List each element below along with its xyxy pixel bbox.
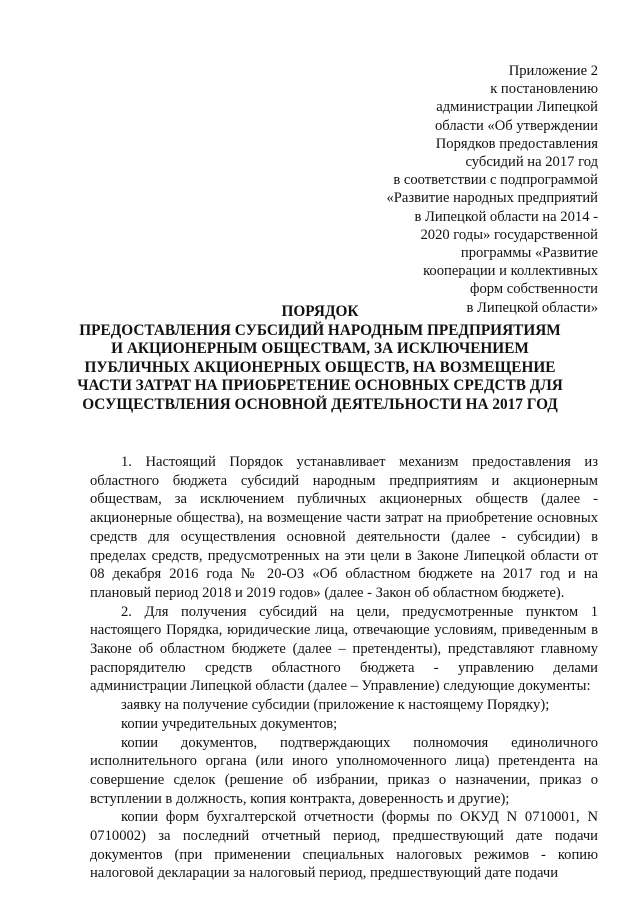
- title-line: ЧАСТИ ЗАТРАТ НА ПРИОБРЕТЕНИЕ ОСНОВНЫХ СРЕДСТВ ДЛЯ: [77, 377, 563, 395]
- title-line: ПУБЛИЧНЫХ АКЦИОНЕРНЫХ ОБЩЕСТВ, НА ВОЗМЕЩЕНИЕ: [84, 358, 556, 376]
- title-line: ПРЕДОСТАВЛЕНИЯ СУБСИДИЙ НАРОДНЫМ ПРЕДПРИЯТИЯМ: [79, 321, 561, 339]
- appendix-line: в Липецкой области на 2014 -: [414, 208, 598, 225]
- appendix-line: форм собственности: [470, 281, 598, 298]
- document-title: [60, 303, 580, 415]
- appendix-header: [348, 62, 598, 317]
- list-item: копии документов, подтверждающих полномочия единоличного исполнительного органа (или иного уполномоченного лица) претендента на совершение сделок (решение об избрании, приказ о назначении, приказ о вступлении в должность, копия контракта, доверенность и другие);: [90, 734, 598, 807]
- list-item: копии учредительных документов;: [121, 715, 338, 732]
- appendix-line: кооперации и коллективных: [423, 263, 598, 280]
- paragraph-1: 1. Настоящий Порядок устанавливает механизм предоставления из областного бюджета субсидий народным предприятиям и акционерным обществам, за исключением публичных акционерных обществ (далее - акционерные общества), на возмещение части затрат на приобретение основных средств для осуществления основной деятельности (далее - субсидии) в пределах средств, предусмотренных на эти цели в Законе Липецкой области от 08 декабря 2016 года № 20-ОЗ «Об областном бюджете на 2017 год и на плановый период 2018 и 2019 годов» (далее - Закон об областном бюджете).: [90, 454, 598, 601]
- document-body: [90, 453, 598, 883]
- appendix-line: 2020 годы» государственной: [420, 226, 598, 243]
- appendix-line: в Липецкой области»: [466, 299, 598, 316]
- appendix-line: субсидий на 2017 год: [465, 154, 598, 171]
- appendix-line: Порядков предоставления: [435, 135, 598, 152]
- paragraph-2: 2. Для получения субсидий на цели, предусмотренные пунктом 1 настоящего Порядка, юридические лица, отвечающие условиям, приведенным в Законе об областном бюджете (далее – претенденты), представляют главному распорядителю средств областного бюджета - управлению делами администрации Липецкой области (далее – Управление) следующие документы:: [90, 603, 598, 695]
- appendix-line: к постановлению: [490, 81, 598, 98]
- appendix-line: программы «Развитие: [460, 245, 598, 262]
- list-item: заявку на получение субсидии (приложение к настоящему Порядку);: [121, 697, 550, 714]
- appendix-line: «Развитие народных предприятий: [386, 190, 598, 207]
- title-line: ОСУЩЕСТВЛЕНИЯ ОСНОВНОЙ ДЕЯТЕЛЬНОСТИ НА 2017 ГОД: [82, 395, 558, 413]
- appendix-line: области «Об утверждении: [434, 117, 598, 134]
- list-item: копии форм бухгалтерской отчетности (формы по ОКУД N 0710001, N 0710002) за последний отчетный период, предшествующий дате подачи документов (при применении специальных налоговых режимов - копию налоговой декларации за налоговый период, предшествующий дате подачи: [90, 809, 598, 882]
- appendix-line: Приложение 2: [508, 63, 598, 79]
- title-line: И АКЦИОНЕРНЫМ ОБЩЕСТВАМ, ЗА ИСКЛЮЧЕНИЕМ: [111, 340, 529, 358]
- appendix-line: в соответствии с подпрограммой: [393, 172, 598, 189]
- title-line: ПОРЯДОК: [281, 303, 359, 320]
- appendix-line: администрации Липецкой: [436, 99, 598, 116]
